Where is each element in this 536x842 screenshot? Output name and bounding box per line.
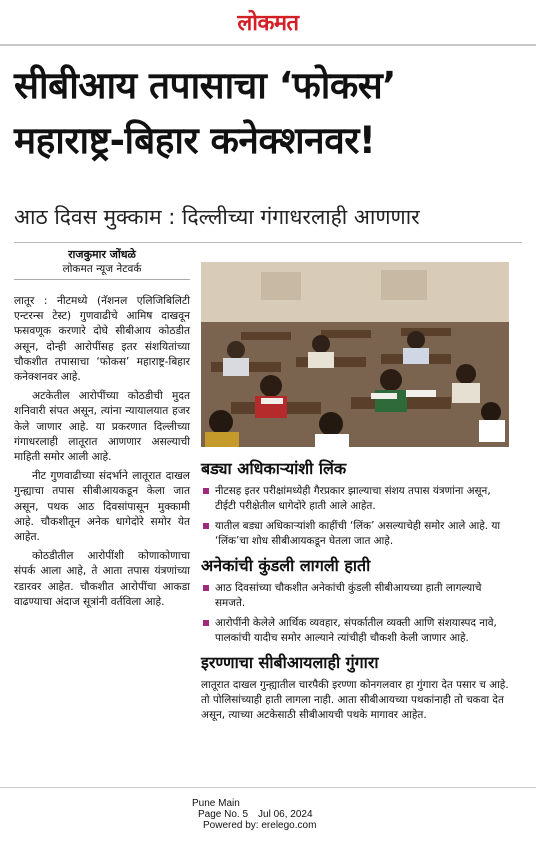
article-body-column: [14, 247, 190, 614]
page-footer: [160, 798, 360, 831]
top-divider: [0, 44, 536, 46]
footer-page-date: [160, 809, 360, 820]
section-title: इरण्णाचा सीबीआयलाही गुंगारा: [201, 653, 379, 672]
bullet-text: नीटसह इतर परीक्षांमध्येही गैरप्रकार झाल्याचा संशय तपास यंत्रणांना असून, टीईटी परीक्षेतील धागेदोरे हाती आले आहेत.: [215, 485, 491, 512]
bullet-item: [201, 519, 513, 549]
bullet-item: [201, 616, 513, 646]
exam-hall-photo: [201, 262, 509, 447]
headline-line-1: सीबीआय तपासाचा ‘फोकस’: [14, 64, 396, 107]
sidebar-column: [201, 458, 513, 723]
byline-author: राजकुमार जोंधळे: [68, 248, 136, 261]
footer-powered-by: Powered by: erelego.com: [203, 820, 317, 831]
bullet-square-icon: [203, 585, 209, 591]
bullet-text: आरोपींनी केलेले आर्थिक व्यवहार, संपर्कातील व्यक्ती आणि संशयास्पद नावे, पालकांची यादीच समोर आल्याने त्यांचीही चौकशी केली जाणार आहे.: [215, 617, 497, 644]
subhead-divider: [14, 242, 522, 243]
footer-date: Jul 06, 2024: [258, 809, 313, 820]
bullet-item: [201, 484, 513, 514]
subheadline: आठ दिवस मुक्काम : दिल्लीच्या गंगाधरलाही आणणार: [14, 205, 420, 229]
byline-agency: लोकमत न्यूज नेटवर्क: [14, 262, 190, 280]
footer-divider: [0, 787, 536, 788]
bullet-square-icon: [203, 488, 209, 494]
bullet-item: [201, 581, 513, 611]
section-text: लातूरात दाखल गुन्ह्यातील चारपैकी इरण्णा कोनगलवार हा गुंगारा देत पसार च आहे. तो पोलिसांच्याही हाती लागला नाही. आता सीबीआयच्या पथकांनाही तो चकवा देत असून, त्याच्या अटकेसाठी सीबीआयची पथके मागावर आहेत.: [201, 679, 509, 721]
footer-edition: Pune Main: [192, 798, 240, 809]
bullet-text: आठ दिवसांच्या चौकशीत अनेकांची कुंडली सीबीआयच्या हाती लागल्याचे समजते.: [215, 582, 482, 609]
body-paragraph: नीट गुणवाढीच्या संदर्भाने लातूरात दाखल गुन्ह्याचा तपास सीबीआयकडून केला जात असून, पथक आठ दिवसांपासून मुक्कामी आहे. चौकशीतून अनेक धागेदोरे समोर येत आहेत.: [14, 470, 190, 544]
body-paragraph: कोठडीतील आरोपींशी कोणाकोणाचा संपर्क आला आहे, ते आता तपास यंत्रणांच्या रडारवर आहेत. चौकशीत आरोपींचा आकडा वाढण्याचा अंदाज सूत्रांनी वर्तविला आहे.: [14, 550, 190, 608]
bullet-square-icon: [203, 523, 209, 529]
bullet-square-icon: [203, 620, 209, 626]
newspaper-logo: लोकमत: [237, 11, 299, 36]
footer-page: Page No. 5: [198, 809, 249, 820]
masthead: [0, 0, 536, 44]
headline: [14, 58, 526, 168]
body-paragraph: अटकेतील आरोपींच्या कोठडीची मुदत शनिवारी संपत असून, त्यांना न्यायालयात हजर केले जाणार आहे. या प्रकरणात दिल्लीच्या गंगाधरलाही लातूरात आणणार असल्याची माहिती समोर आली आहे.: [14, 390, 190, 464]
headline-line-2: महाराष्ट्र-बिहार कनेक्शनवर!: [14, 119, 376, 162]
body-paragraph: लातूर : नीटमध्ये (नॅशनल एलिजिबिलिटी एन्टरन्स टेस्ट) गुणवाढीचे आमिष दाखवून फसवणूक करणारे दोघे सीबीआय कोठडीत असून, दोन्ही आरोपींसह इतर संशयितांच्या चौकशीत तपासाचा ‘फोकस’ महाराष्ट्र-बिहार कनेक्शनवर आहे.: [14, 295, 190, 384]
exam-hall-illustration: [201, 262, 509, 447]
bullet-text: यातील बड्या अधिकाऱ्यांशी काहींची ‘लिंक’ असल्याचेही समोर आले आहे. या ‘लिंक’चा शोध सीबीआयकडून घेतला जात आहे.: [215, 520, 501, 547]
section-title: बड्या अधिकाऱ्यांशी लिंक: [201, 459, 347, 478]
section-title: अनेकांची कुंडली लागली हाती: [201, 556, 371, 575]
